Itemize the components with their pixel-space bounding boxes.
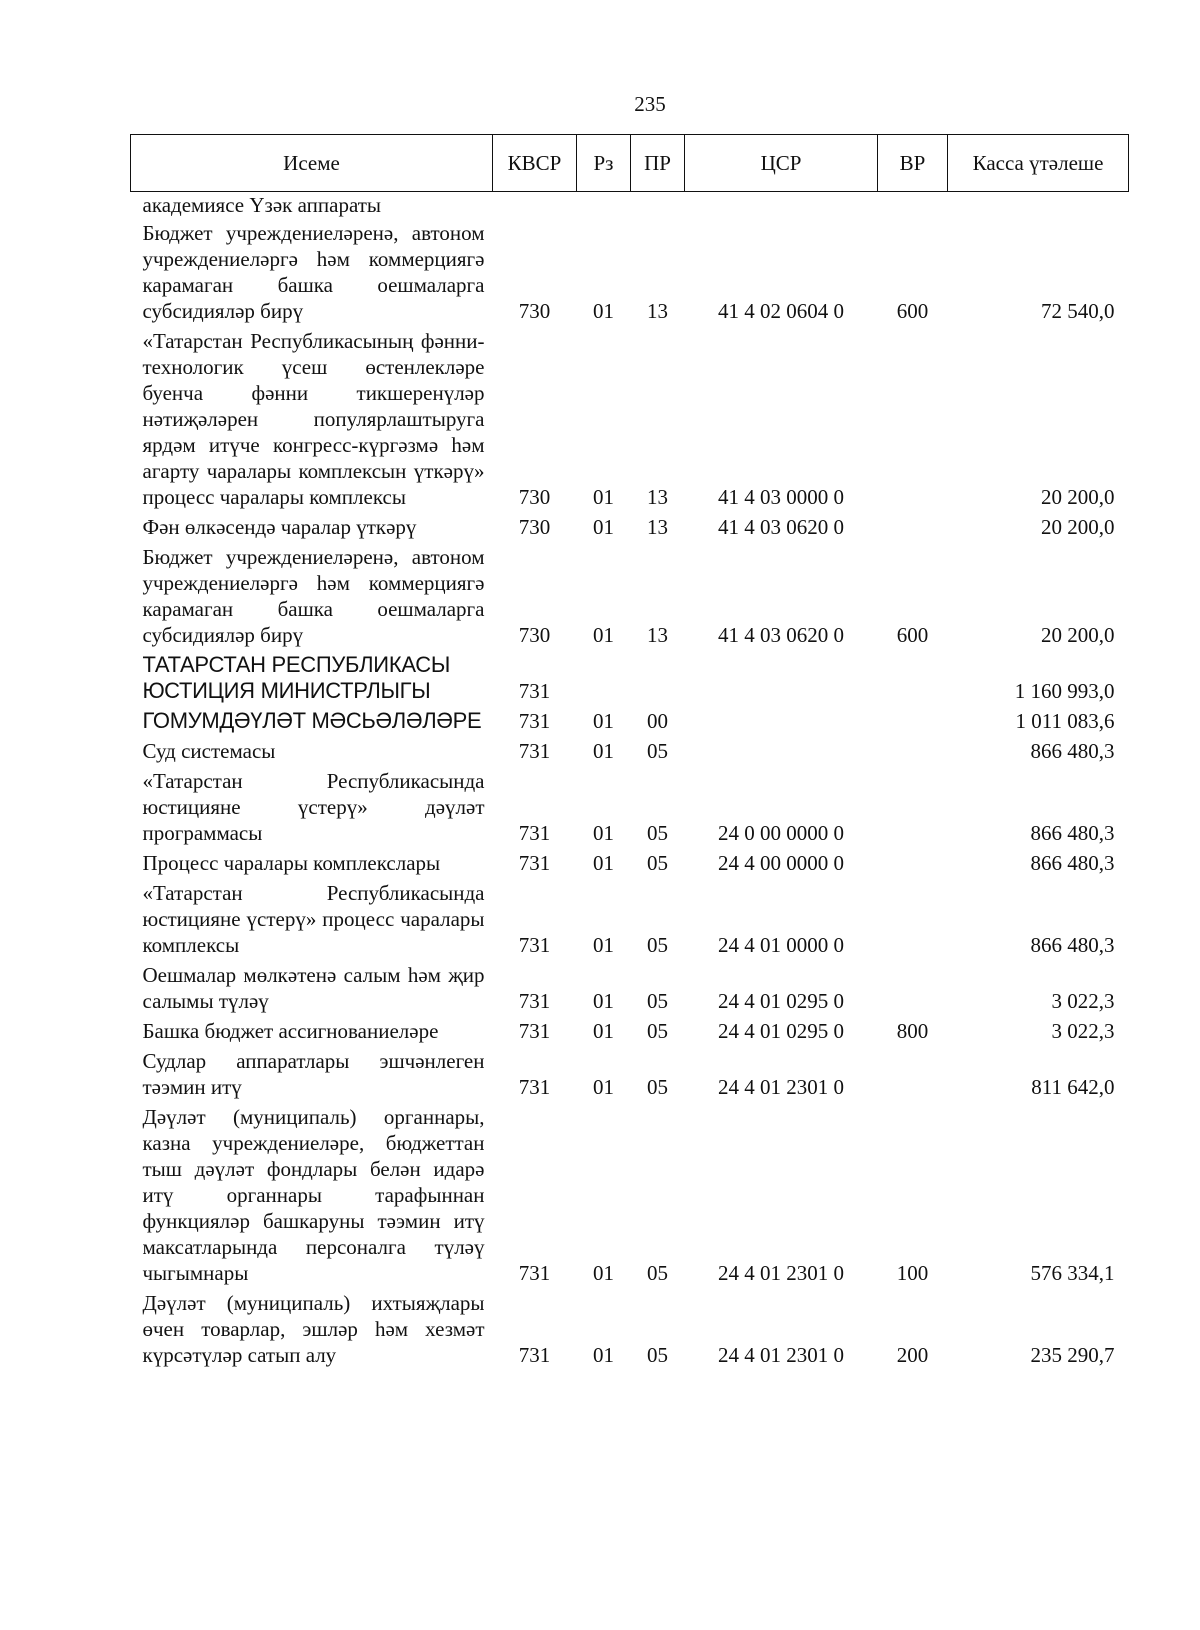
cell-amount: 576 334,1 (1030, 1261, 1115, 1285)
cell-pr: 13 (647, 623, 668, 647)
cell-csr: 41 4 03 0620 0 (718, 623, 844, 647)
cell-kvsr: 731 (518, 821, 551, 845)
header-amount: Касса үтәлеше (948, 135, 1129, 192)
cell-csr: 24 4 01 0000 0 (718, 933, 844, 957)
cell-pr: 05 (647, 851, 668, 875)
cell-rz: 01 (593, 623, 614, 647)
cell-vr (878, 768, 948, 850)
cell-amount: 20 200,0 (1041, 515, 1115, 539)
cell-vr (878, 738, 948, 768)
cell-vr (878, 514, 948, 544)
cell-rz: 01 (593, 1261, 614, 1285)
cell-pr (631, 652, 685, 708)
table-row (131, 328, 1129, 514)
table-row (131, 1104, 1129, 1290)
cell-pr: 05 (647, 821, 668, 845)
cell-rz: 01 (593, 821, 614, 845)
cell-pr: 13 (647, 299, 668, 323)
table-section-row (131, 708, 1129, 738)
cell-kvsr: 730 (518, 299, 551, 323)
cell-amount: 3 022,3 (1051, 1019, 1115, 1043)
cell-kvsr: 731 (518, 1075, 551, 1099)
cell-kvsr: 731 (518, 1019, 551, 1043)
cell-pr: 13 (647, 515, 668, 539)
cell-name: ГОМУМДӘҮЛӘТ МӘСЬӘЛӘЛӘРЕ (142, 708, 482, 733)
cell-pr: 05 (647, 1075, 668, 1099)
cell-name: Бюджет учреждениеләренә, автоном учреждениеләргә һәм коммерциягә карамаган башка оешмаларга субсидияләр бирү (142, 221, 485, 323)
cell-kvsr: 731 (518, 1343, 551, 1367)
cell-vr (878, 880, 948, 962)
cell-pr: 05 (647, 933, 668, 957)
cell-name: академиясе Үзәк аппараты (142, 193, 382, 217)
table-row (131, 738, 1129, 768)
cell-amount: 866 480,3 (1030, 933, 1115, 957)
cell-amount: 72 540,0 (1041, 299, 1115, 323)
cell-rz: 01 (593, 1075, 614, 1099)
cell-name: Дәүләт (муниципаль) органнары, казна учреждениеләре, бюджеттан тыш дәүләт фондлары белән идарә итү органнары тарафыннан функцияләр башкаруны тәэмин итү максатларында персоналга түләү чыгымнары (142, 1105, 485, 1285)
header-csr: ЦСР (685, 135, 878, 192)
page-number: 235 (634, 92, 666, 116)
table-section-row (131, 652, 1129, 708)
header-name: Исеме (131, 135, 493, 192)
cell-csr: 24 4 00 0000 0 (718, 851, 844, 875)
cell-pr: 00 (647, 709, 668, 733)
cell-rz: 01 (593, 709, 614, 733)
cell-vr (878, 1048, 948, 1104)
cell-vr: 800 (896, 1019, 929, 1043)
cell-csr: 24 4 01 0295 0 (718, 1019, 844, 1043)
table-row (131, 544, 1129, 652)
cell-rz: 01 (593, 485, 614, 509)
cell-vr: 600 (896, 299, 929, 323)
table-row (131, 1290, 1129, 1372)
cell-csr: 41 4 03 0620 0 (718, 515, 844, 539)
cell-amount: 866 480,3 (1030, 851, 1115, 875)
table-row (131, 850, 1129, 880)
table-row (131, 962, 1129, 1018)
cell-rz: 01 (593, 933, 614, 957)
cell-pr: 05 (647, 989, 668, 1013)
cell-kvsr: 731 (518, 709, 551, 733)
cell-name: «Татарстан Республикасының фәнни-технологик үсеш өстенлекләре буенча фәнни тикшеренүләр нәтиҗәләрен популярлаштыруга ярдәм итүче конгресс-күргәзмә һәм агарту чаралары комплексын үткәрү» процесс чаралары комплексы (142, 329, 485, 509)
cell-kvsr: 730 (518, 485, 551, 509)
table-row (131, 880, 1129, 962)
cell-vr: 200 (896, 1343, 929, 1367)
cell-vr (878, 652, 948, 708)
cell-kvsr: 731 (518, 679, 551, 703)
budget-table (130, 134, 1129, 1372)
cell-rz (577, 652, 631, 708)
cell-rz: 01 (593, 1343, 614, 1367)
cell-amount: 235 290,7 (1030, 1343, 1115, 1367)
table-row (131, 768, 1129, 850)
table-row (131, 1018, 1129, 1048)
cell-kvsr: 731 (518, 1261, 551, 1285)
table-row (131, 220, 1129, 328)
cell-rz: 01 (593, 299, 614, 323)
table-row (131, 1048, 1129, 1104)
cell-vr (878, 328, 948, 514)
cell-pr: 05 (647, 1343, 668, 1367)
cell-amount (948, 192, 1129, 221)
cell-rz: 01 (593, 989, 614, 1013)
header-pr: ПР (631, 135, 685, 192)
cell-amount: 3 022,3 (1051, 989, 1115, 1013)
cell-kvsr: 730 (518, 515, 551, 539)
cell-name: «Татарстан Республикасында юстицияне үстерү» процесс чаралары комплексы (142, 881, 485, 957)
table-body (131, 192, 1129, 1373)
header-kvsr: КВСР (493, 135, 577, 192)
cell-csr: 24 0 00 0000 0 (718, 821, 844, 845)
cell-pr (631, 192, 685, 221)
cell-amount: 811 642,0 (1031, 1075, 1115, 1099)
cell-amount: 1 160 993,0 (1014, 679, 1115, 703)
cell-vr (878, 192, 948, 221)
cell-rz: 01 (593, 739, 614, 763)
cell-name: Суд системасы (142, 739, 276, 763)
cell-kvsr: 731 (518, 989, 551, 1013)
cell-amount: 866 480,3 (1030, 739, 1115, 763)
cell-amount: 866 480,3 (1030, 821, 1115, 845)
cell-name: Дәүләт (муниципаль) ихтыяҗлары өчен товарлар, эшләр һәм хезмәт күрсәтүләр сатып алу (142, 1291, 485, 1367)
cell-csr (685, 738, 878, 768)
cell-kvsr: 731 (518, 933, 551, 957)
cell-kvsr: 731 (518, 739, 551, 763)
cell-csr (685, 192, 878, 221)
header-rz: Рз (577, 135, 631, 192)
cell-name: ТАТАРСТАН РЕСПУБЛИКАСЫ ЮСТИЦИЯ МИНИСТРЛЫГЫ (142, 652, 450, 703)
table-header (131, 135, 1129, 192)
cell-csr: 41 4 03 0000 0 (718, 485, 844, 509)
cell-pr: 13 (647, 485, 668, 509)
cell-csr: 24 4 01 2301 0 (718, 1075, 844, 1099)
table-row (131, 192, 1129, 221)
cell-vr (878, 962, 948, 1018)
cell-kvsr: 730 (518, 623, 551, 647)
cell-vr (878, 708, 948, 738)
cell-amount: 20 200,0 (1041, 623, 1115, 647)
cell-csr: 24 4 01 2301 0 (718, 1261, 844, 1285)
cell-name: Бюджет учреждениеләренә, автоном учреждениеләргә һәм коммерциягә карамаган башка оешмаларга субсидияләр бирү (142, 545, 485, 647)
cell-rz: 01 (593, 851, 614, 875)
cell-name: Оешмалар мөлкәтенә салым һәм җир салымы түләү (142, 963, 485, 1013)
cell-name: Башка бюджет ассигнованиеләре (142, 1019, 439, 1043)
cell-vr: 100 (896, 1261, 929, 1285)
cell-name: Фән өлкәсендә чаралар үткәрү (142, 515, 417, 539)
cell-name: Судлар аппаратлары эшчәнлеген тәэмин итү (142, 1049, 485, 1099)
cell-csr: 41 4 02 0604 0 (718, 299, 844, 323)
header-vr: ВР (878, 135, 948, 192)
cell-pr: 05 (647, 1019, 668, 1043)
cell-csr: 24 4 01 0295 0 (718, 989, 844, 1013)
cell-amount: 1 011 083,6 (1015, 709, 1115, 733)
cell-kvsr (493, 192, 577, 221)
cell-kvsr: 731 (518, 851, 551, 875)
cell-name: Процесс чаралары комплекслары (142, 851, 441, 875)
cell-csr: 24 4 01 2301 0 (718, 1343, 844, 1367)
cell-csr (685, 708, 878, 738)
cell-vr: 600 (896, 623, 929, 647)
cell-rz: 01 (593, 515, 614, 539)
cell-rz (577, 192, 631, 221)
cell-csr (685, 652, 878, 708)
cell-pr: 05 (647, 1261, 668, 1285)
table-row (131, 514, 1129, 544)
cell-vr (878, 850, 948, 880)
cell-name: «Татарстан Республикасында юстицияне үстерү» дәүләт программасы (142, 769, 485, 845)
cell-amount: 20 200,0 (1041, 485, 1115, 509)
cell-pr: 05 (647, 739, 668, 763)
cell-rz: 01 (593, 1019, 614, 1043)
